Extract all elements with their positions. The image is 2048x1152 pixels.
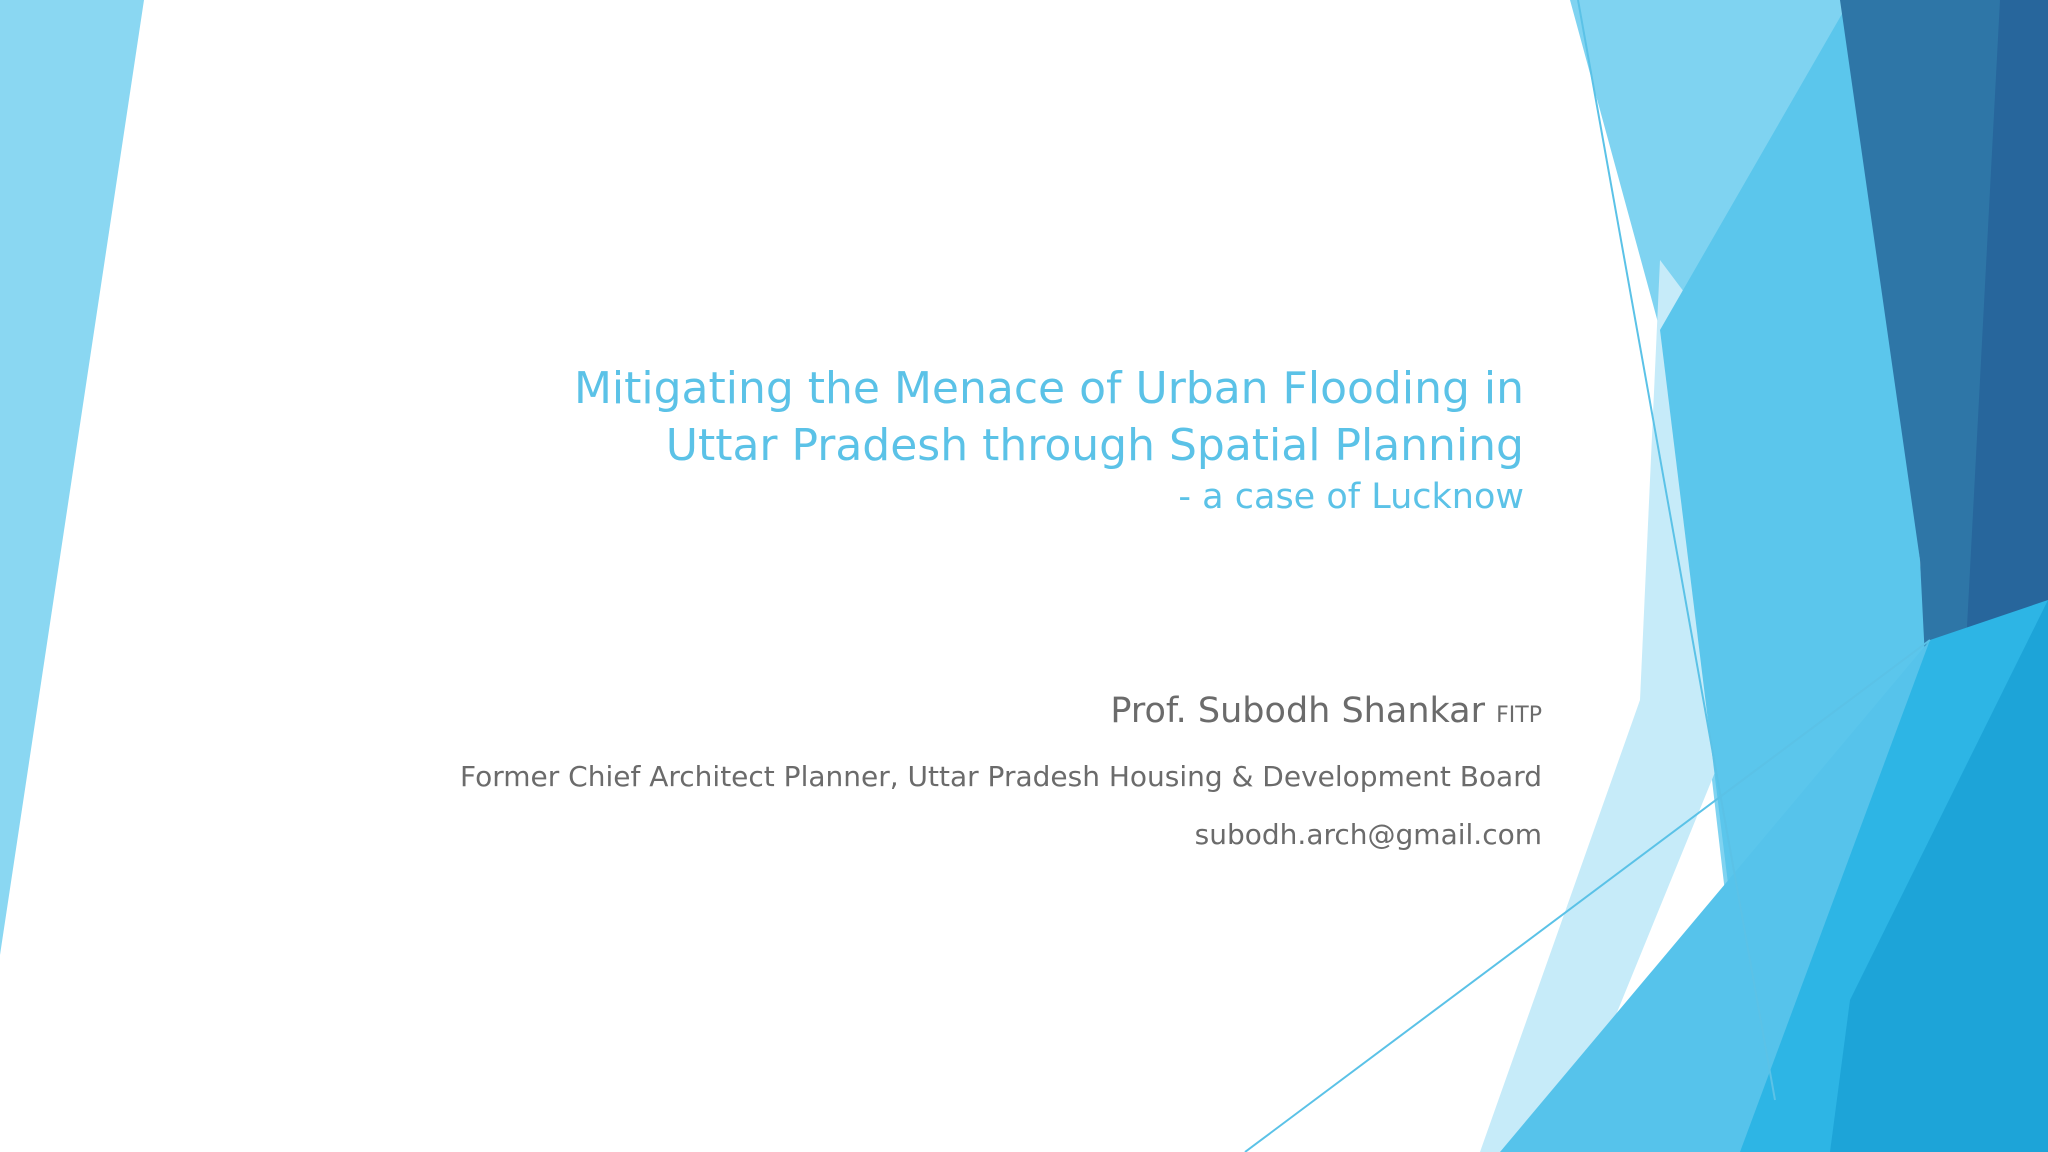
author-role: Former Chief Architect Planner, Uttar Pradesh Housing & Development Board xyxy=(460,760,1542,793)
author-credential: FITP xyxy=(1496,703,1542,728)
subtitle: - a case of Lucknow xyxy=(1178,477,1524,517)
title-line-1: Mitigating the Menace of Urban Flooding in xyxy=(573,363,1524,414)
author-name: Prof. Subodh Shankar xyxy=(1110,691,1485,731)
title-block xyxy=(424,360,1524,520)
author-block xyxy=(442,686,1542,855)
author-name-line xyxy=(442,686,1542,741)
left-wedge-shape xyxy=(0,0,144,955)
author-email: subodh.arch@gmail.com xyxy=(1194,818,1542,851)
title-line-2: Uttar Pradesh through Spatial Planning xyxy=(665,420,1524,471)
